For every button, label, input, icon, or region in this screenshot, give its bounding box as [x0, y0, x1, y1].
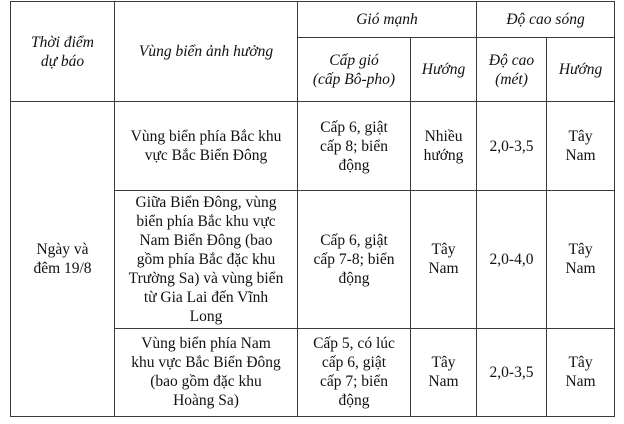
- wind-direction-cell: Tây Nam: [411, 328, 477, 416]
- wave-direction-cell: Tây Nam: [547, 102, 615, 191]
- header-wind-level: Cấp gió (cấp Bô-pho): [298, 38, 411, 102]
- wind-direction-cell: Tây Nam: [411, 191, 477, 328]
- region-cell: Vùng biển phía Nam khu vực Bắc Biển Đông (bao gồm đặc khu Hoàng Sa): [115, 328, 298, 416]
- time-cell: Ngày và đêm 19/8: [11, 102, 115, 417]
- wind-level-cell: Cấp 5, có lúc cấp 6, giật cấp 7; biển động: [298, 328, 411, 416]
- region-cell: Giữa Biển Đông, vùng biển phía Bắc khu vực Nam Biển Đông (bao gồm phía Bắc đặc khu Trường Sa) và vùng biển từ Gia Lai đến Vĩnh Long: [115, 191, 298, 328]
- header-time: Thời điểm dự báo: [11, 2, 115, 102]
- wind-level-cell: Cấp 6, giật cấp 8; biển động: [298, 102, 411, 191]
- wave-direction-cell: Tây Nam: [547, 191, 615, 328]
- header-wind-direction: Hướng: [411, 38, 477, 102]
- wave-height-cell: 2,0-3,5: [477, 102, 547, 191]
- wave-direction-cell: Tây Nam: [547, 328, 615, 416]
- header-wave-direction: Hướng: [547, 38, 615, 102]
- header-wave-height-group: Độ cao sóng: [477, 2, 615, 38]
- header-region: Vùng biển ảnh hưởng: [115, 2, 298, 102]
- header-wave-height: Độ cao (mét): [477, 38, 547, 102]
- region-cell: Vùng biển phía Bắc khu vực Bắc Biển Đông: [115, 102, 298, 191]
- forecast-table: [10, 1, 615, 417]
- wave-height-cell: 2,0-3,5: [477, 328, 547, 416]
- header-row-1: [11, 2, 615, 38]
- wave-height-cell: 2,0-4,0: [477, 191, 547, 328]
- table-row: [11, 102, 615, 191]
- wind-direction-cell: Nhiều hướng: [411, 102, 477, 191]
- wind-level-cell: Cấp 6, giật cấp 7-8; biển động: [298, 191, 411, 328]
- header-strong-wind: Gió mạnh: [298, 2, 477, 38]
